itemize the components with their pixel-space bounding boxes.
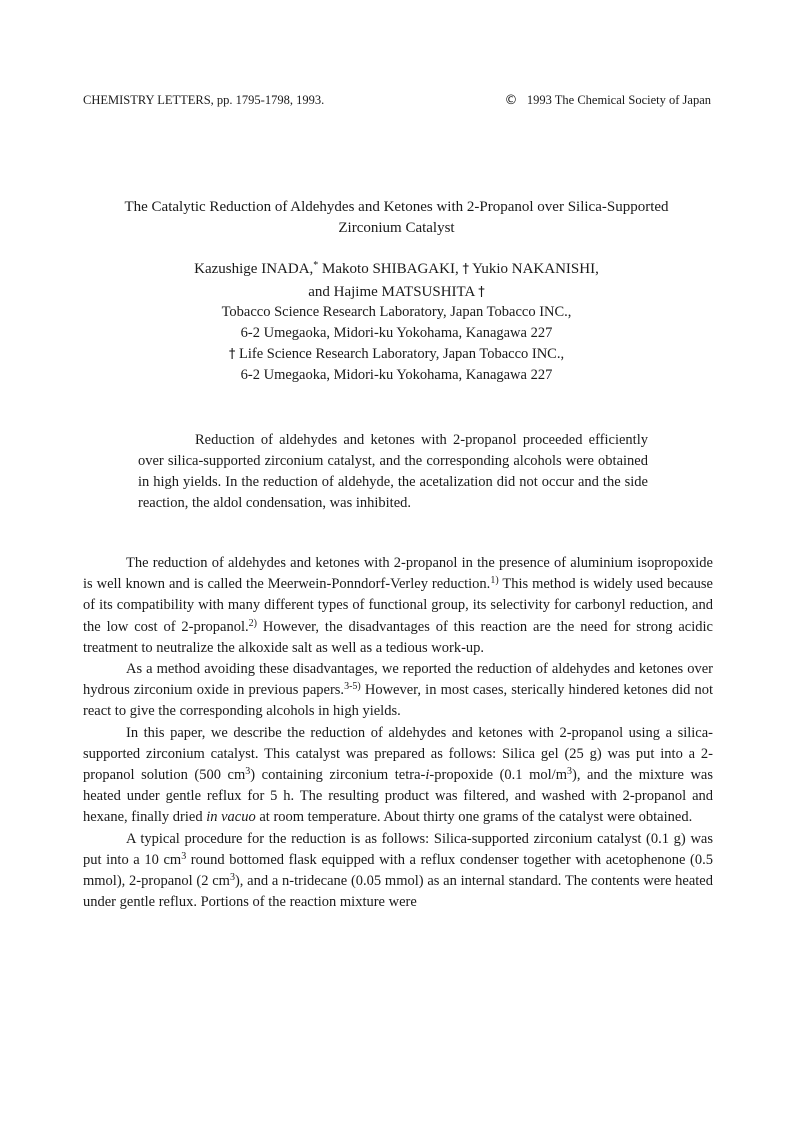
paragraph-prior-work	[83, 659, 713, 723]
text-span: at room temperature. About thirty one grams of the catalyst were obtained.	[255, 809, 693, 826]
affiliation-lab-1: Tobacco Science Research Laboratory, Japan Tobacco INC.,	[221, 304, 572, 320]
text-span: ) containing zirconium tetra-	[250, 767, 426, 784]
dagger-icon: †	[228, 347, 236, 362]
main-text	[83, 553, 713, 913]
journal-citation: CHEMISTRY LETTERS, pp. 1795-1798, 1993.	[83, 93, 325, 107]
superscript: 3	[245, 766, 251, 778]
reference-mark: 1)	[490, 575, 499, 587]
text-span: In this paper, we describe the reduction of aldehydes and ketones with 2-propanol using a silica-supported zirconium catalyst. This catalyst was prepared as follows: Silica gel (25 g) was put into a 2-propanol solution (500 cm	[83, 724, 713, 784]
affiliation-lab-2: Life Science Research Laboratory, Japan Tobacco INC.,	[239, 346, 565, 362]
abstract: Reduction of aldehydes and ketones with 2-propanol proceeded efficiently over silica-supported zirconium catalyst, and the corresponding alcohols were obtained in high yields. In the reduction of aldehyde, the acetalization did not occur and the side reaction, the aldol condensation, was inhibited.	[138, 432, 648, 511]
dagger-icon: †	[462, 262, 469, 277]
superscript: 3	[229, 872, 235, 884]
text-span: As a method avoiding these disadvantages, we reported the reduction of aldehydes and ketones over hydrous zirconium oxide in previous papers.	[83, 661, 713, 699]
author-nakanishi: Yukio NAKANISHI,	[472, 261, 599, 277]
paragraph-procedure	[83, 829, 713, 914]
copyright-line	[505, 93, 711, 108]
title-line-2: Zirconium Catalyst	[338, 220, 455, 236]
paragraph-intro	[83, 553, 713, 659]
affiliation-address-1: 6-2 Umegaoka, Midori-ku Yokohama, Kanagawa 227	[240, 325, 553, 341]
text-span: A typical procedure for the reduction is as follows: Silica-supported zirconium catalyst (0.1 g) was put into a 10 cm	[83, 830, 713, 868]
affiliations	[120, 302, 673, 386]
paragraph-catalyst-prep	[83, 723, 713, 829]
superscript: 3	[181, 850, 187, 862]
paper-title	[60, 197, 733, 239]
superscript: 3	[566, 766, 572, 778]
author-inada: Kazushige INADA,	[194, 261, 314, 277]
author-list	[100, 258, 693, 304]
dagger-icon: †	[478, 285, 485, 300]
corresponding-mark: *	[313, 260, 319, 271]
copyright-icon: ©	[504, 93, 518, 108]
affiliation-lab-2-line	[120, 344, 673, 365]
copyright-text: 1993 The Chemical Society of Japan	[526, 93, 711, 107]
text-span: This method is widely used because of its compatibility with many different types of functional group, its selectivity for carbonyl reduction, and the low cost of 2-propanol.	[83, 576, 713, 635]
text-span: The reduction of aldehydes and ketones with 2-propanol in the presence of aluminium isopropoxide is well known and is called the Meerwein-Ponndorf-Verley reduction.	[83, 555, 713, 593]
italic-text: in vacuo	[206, 809, 256, 826]
italic-text: i	[425, 767, 430, 784]
text-span: However, the disadvantages of this reaction are the need for strong acidic treatment to neutralize the alkoxide salt as well as a tedious work-up.	[83, 618, 713, 656]
text-span: round bottomed flask equipped with a reflux condenser together with acetophenone (0.5 mmol), 2-propanol (2 cm	[83, 851, 713, 890]
text-span: -propoxide (0.1 mol/m	[429, 767, 567, 784]
text-span: ), and a n-tridecane (0.05 mmol) as an internal standard. The contents were heated under gentle reflux. Portions of the reaction mixture were	[83, 873, 713, 911]
text-span: However, in most cases, sterically hindered ketones did not react to give the corresponding alcohols in high yields.	[83, 682, 714, 720]
author-shibagaki: Makoto SHIBAGAKI,	[322, 261, 459, 277]
author-line-2	[100, 281, 693, 304]
reference-mark: 2)	[248, 617, 257, 629]
author-matsushita: and Hajime MATSUSHITA	[308, 284, 475, 300]
affiliation-address-2: 6-2 Umegaoka, Midori-ku Yokohama, Kanagawa 227	[240, 367, 553, 383]
title-line-1: The Catalytic Reduction of Aldehydes and Ketones with 2-Propanol over Silica-Supported	[124, 199, 669, 215]
reference-mark: 3-5)	[344, 681, 361, 693]
author-line-1	[100, 258, 693, 281]
text-span: ), and the mixture was heated under gentle reflux for 5 h. The resulting product was filtered, and washed with 2-propanol and hexane, finally dried	[83, 767, 713, 826]
